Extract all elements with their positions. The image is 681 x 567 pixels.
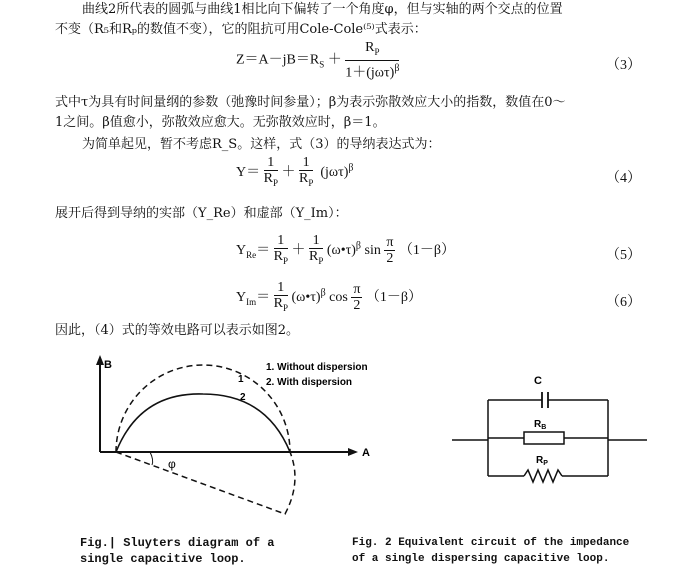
figure-1-caption-line-2: single capacitive loop.	[80, 552, 246, 566]
eq4-f1-den: R	[263, 171, 273, 186]
eq6-tail: （1－β）	[365, 290, 423, 306]
phi-angle-arc	[150, 452, 153, 465]
rp-resistor	[524, 470, 562, 482]
eq5-f1-num: 1	[274, 233, 288, 249]
eq5-pi-num: π	[386, 235, 394, 251]
legend-with-dispersion: 2. With dispersion	[266, 377, 353, 388]
equation-5-number: （5）	[606, 248, 641, 263]
eq6-f1-den: R	[273, 296, 283, 311]
eq5-lhs-sub: Re	[246, 249, 257, 260]
figure-1-caption	[80, 535, 274, 567]
phi-label: φ	[168, 457, 176, 471]
figure-1-caption-line-1: Fig.| Sluyters diagram of a	[80, 536, 275, 550]
eq4-f1-den-sub: P	[272, 177, 278, 188]
paragraph-line-4: 1之间。β值愈小，弥散效应愈大。无弥散效应时，β＝1。	[55, 115, 386, 130]
eq5-fraction-1	[274, 233, 288, 269]
equation-4-number: （4）	[606, 171, 641, 186]
equation-4	[236, 155, 354, 191]
eq6-sup: β	[320, 287, 326, 299]
rp-label-main: R	[536, 455, 544, 466]
eq6-pi-num: π	[353, 282, 361, 298]
eq6-pi-den: 2	[353, 298, 361, 314]
eq6-fn: cos	[329, 290, 348, 306]
figure-2-caption-line-2: of a single dispersing capacitive loop.	[352, 553, 610, 565]
eq4-f2-den-sub: P	[308, 177, 314, 188]
eq6-f1-num: 1	[274, 280, 288, 296]
eq4-f2-num: 1	[299, 155, 313, 171]
eq5-lhs: Y	[236, 243, 247, 259]
eq4-lhs: Y＝	[236, 165, 261, 181]
eq4-fraction-2	[299, 155, 313, 191]
eq4-sup: β	[348, 162, 354, 174]
eq6-f1-den-sub: P	[282, 302, 288, 313]
eq4-f2-den: R	[298, 171, 309, 186]
figure-2-caption	[352, 535, 629, 567]
eq5-tail: （1－β）	[398, 243, 456, 259]
figure-2-circuit	[452, 370, 652, 490]
eq5-f2-den: R	[308, 249, 319, 264]
paragraph-line-7: 因此，（4）式的等效电路可以表示如图2。	[55, 323, 300, 338]
eq3-rs-sub: S	[319, 59, 325, 70]
rb-label-sub: B	[541, 424, 547, 431]
eq4-fraction-1	[264, 155, 278, 191]
paragraph-line-3: 式中τ为具有时间量纲的参数（弛豫时间参量）；β为表示弥散效应大小的指数，数值在0～	[55, 95, 566, 110]
eq3-num: R	[365, 40, 375, 55]
eq6-lhs: Y	[236, 290, 247, 306]
rp-label-sub: P	[543, 460, 548, 467]
eq5-eq: ＝	[256, 243, 271, 259]
eq3-fraction	[345, 40, 399, 80]
curve-2-arc	[116, 394, 290, 452]
equation-6-number: （6）	[606, 295, 641, 310]
eq5-f2-den-sub: P	[318, 255, 324, 266]
eq6-pi-fraction	[351, 282, 362, 313]
eq5-pi-den: 2	[386, 251, 394, 267]
eq3-plus: ＋	[327, 52, 342, 68]
eq5-fraction-2	[309, 233, 323, 269]
eq6-fraction-1	[274, 280, 288, 316]
eq4-plus: ＋	[281, 165, 296, 181]
legend-without-dispersion: 1. Without dispersion	[266, 362, 368, 373]
eq5-f1-den: R	[273, 249, 283, 264]
equation-3-number: （3）	[606, 58, 641, 73]
eq3-den: 1＋(jωτ)	[345, 65, 395, 81]
rb-label-main: R	[534, 419, 542, 430]
paragraph-line-1: 曲线2所代表的圆弧与曲线1相比向下偏转了一个角度φ，但与实轴的两个交点的位置	[82, 2, 563, 17]
b-axis-arrow	[96, 355, 104, 365]
rp-label	[536, 455, 548, 467]
curve-1-semicircle	[116, 365, 290, 452]
eq5-term: (ω•τ)	[326, 243, 356, 259]
equation-3	[236, 40, 399, 80]
eq6-lhs-sub: Im	[246, 296, 257, 307]
eq5-pi-fraction	[384, 235, 395, 266]
equation-6	[236, 280, 422, 316]
eq3-num-sub: P	[374, 46, 380, 57]
eq5-plus: ＋	[291, 243, 306, 259]
rb-label	[534, 419, 546, 431]
eq4-term: (jωτ)	[320, 165, 349, 181]
eq4-f1-num: 1	[264, 155, 278, 171]
figure-2-caption-line-1: Fig. 2 Equivalent circuit of the impedance	[352, 537, 630, 549]
dispersion-lower-arc	[116, 452, 295, 514]
eq5-f2-num: 1	[309, 233, 323, 249]
equation-5	[236, 233, 455, 269]
capacitor-label: C	[534, 375, 542, 387]
paragraph-line-2: 不变（R₅和Rₚ的数值不变），它的阻抗可用Cole-Cole⁽⁵⁾式表示：	[55, 22, 427, 37]
paragraph-line-5: 为简单起见，暂不考虑R_S。这样，式（3）的导纳表达式为：	[82, 137, 441, 152]
eq6-eq: ＝	[256, 290, 271, 306]
eq5-fn: sin	[364, 243, 381, 259]
paragraph-line-6: 展开后得到导纳的实部（Y_Re）和虚部（Y_Im）：	[55, 206, 348, 221]
eq6-term: (ω•τ)	[291, 290, 321, 306]
figure-1-diagram	[80, 352, 400, 532]
b-axis-label: B	[104, 359, 112, 371]
eq3-den-sup: β	[394, 62, 400, 74]
rb-resistor	[524, 432, 564, 444]
eq3-lhs: Z＝A－jB＝R	[236, 52, 320, 68]
eq5-sup: β	[355, 240, 362, 252]
eq5-f1-den-sub: P	[282, 255, 288, 266]
a-axis-arrow	[348, 448, 358, 456]
a-axis-label: A	[362, 447, 370, 459]
curve-2-label: 2	[240, 392, 246, 403]
curve-1-label: 1	[238, 374, 244, 385]
